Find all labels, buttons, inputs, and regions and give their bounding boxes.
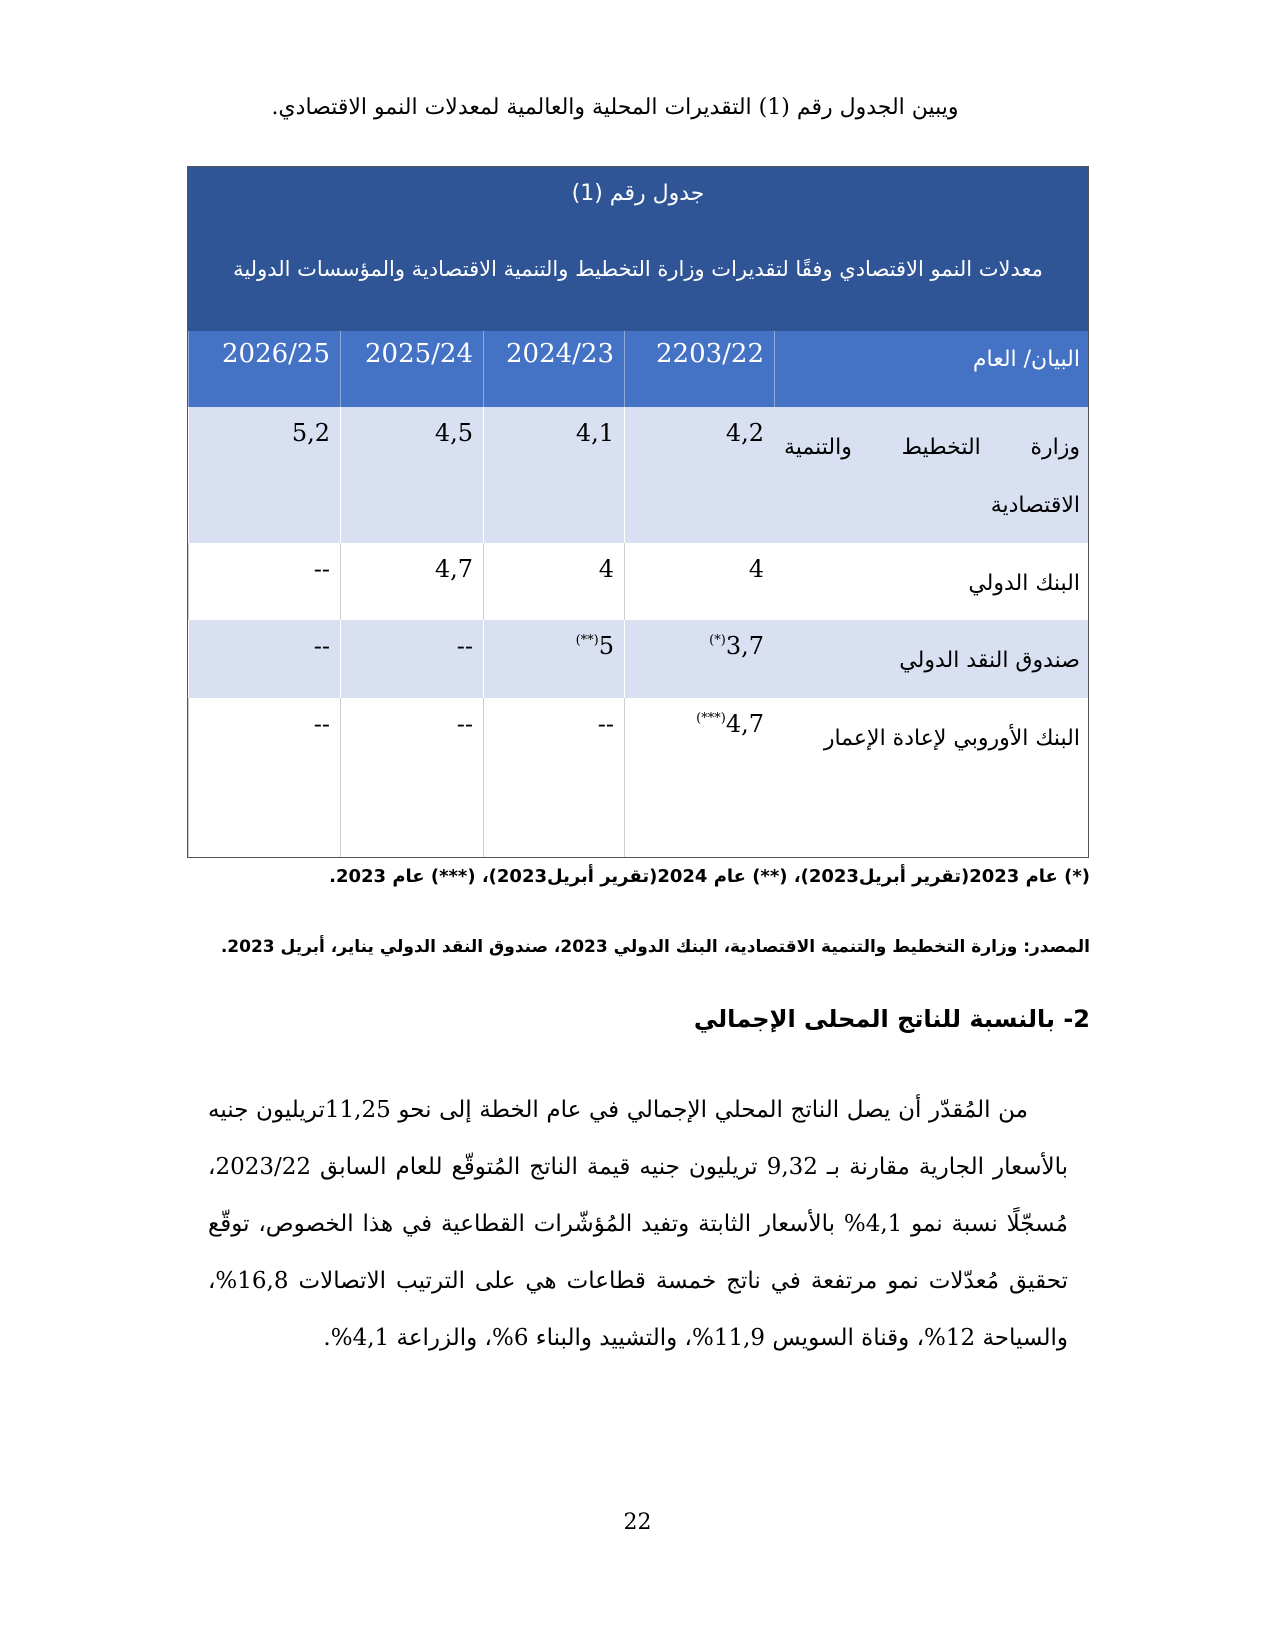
table-caption	[188, 167, 1088, 331]
value-cell: --	[340, 620, 483, 698]
value-cell: 5(**)	[483, 620, 624, 698]
value-cell: 5,2	[188, 407, 340, 543]
header-year-3: 2025/24	[340, 331, 483, 407]
footnote-mark: (*)	[709, 633, 726, 648]
value-cell: --	[188, 698, 340, 857]
table-row	[188, 407, 1088, 543]
table-source: المصدر: وزارة التخطيط والتنمية الاقتصادية، البنك الدولي 2023، صندوق النقد الدولي يناير، أبريل 2023.	[220, 937, 1090, 957]
value-cell: 4,2	[624, 407, 774, 543]
value-cell: 4	[483, 543, 624, 620]
value-cell: --	[188, 620, 340, 698]
body-paragraph: من المُقدّر أن يصل الناتج المحلي الإجمالي في عام الخطة إلى نحو 11,25تريليون جنيه بالأسعار الجارية مقارنة بـ 9,32 تريليون جنيه قيمة الناتج المُتوقّع للعام السابق 2023/22، مُسجّلًا نسبة نمو 4,1% بالأسعار الثابتة وتفيد المُؤشّرات القطاعية في هذا الخصوص، توقّع تحقيق مُعدّلات نمو مرتفعة في ناتج خمسة قطاعات هي على الترتيب الاتصالات 16,8%، والسياحة 12%، وقناة السويس 11,9%، والتشييد والبناء 6%، والزراعة 4,1%.	[208, 1097, 1068, 1351]
table-row	[188, 543, 1088, 620]
table-subtitle: معدلات النمو الاقتصادي وفقًا لتقديرات وزارة التخطيط والتنمية الاقتصادية والمؤسسات الدولية	[233, 257, 1043, 281]
header-year-1: 2203/22	[624, 331, 774, 407]
footnote-mark: (***)	[696, 711, 726, 726]
row-label: البنك الدولي	[968, 571, 1080, 596]
value-cell: 4	[624, 543, 774, 620]
row-label: صندوق النقد الدولي	[899, 648, 1080, 673]
header-label-col: البيان/ العام	[774, 331, 1088, 407]
table-footnote: (*) عام 2023(تقرير أبريل2023)، (**) عام 2024(تقرير أبريل2023)، (***) عام 2023.	[329, 866, 1090, 887]
footnote-mark: (**)	[575, 633, 599, 648]
value-cell: 4,7	[340, 543, 483, 620]
header-year-4: 2026/25	[188, 331, 340, 407]
row-label: وزارة التخطيط والتنمية الاقتصادية	[784, 435, 1080, 518]
page-number: 22	[623, 1510, 652, 1535]
table-number: جدول رقم (1)	[571, 181, 705, 206]
section-heading: 2- بالنسبة للناتج المحلى الإجمالي	[693, 1005, 1090, 1033]
table-row	[188, 698, 1088, 857]
value-cell: --	[188, 543, 340, 620]
value-cell: 4,7(***)	[624, 698, 774, 857]
table-row	[188, 620, 1088, 698]
value-cell: 3,7(*)	[624, 620, 774, 698]
value-cell: 4,5	[340, 407, 483, 543]
value-cell: --	[483, 698, 624, 857]
header-year-2: 2024/23	[483, 331, 624, 407]
value-cell: 4,1	[483, 407, 624, 543]
value-cell: --	[340, 698, 483, 857]
row-label: البنك الأوروبي لإعادة الإعمار	[823, 726, 1080, 751]
growth-table	[187, 166, 1089, 858]
intro-sentence: ويبين الجدول رقم (1) التقديرات المحلية والعالمية لمعدلات النمو الاقتصادي.	[271, 95, 959, 120]
table-header-row	[188, 331, 1088, 407]
